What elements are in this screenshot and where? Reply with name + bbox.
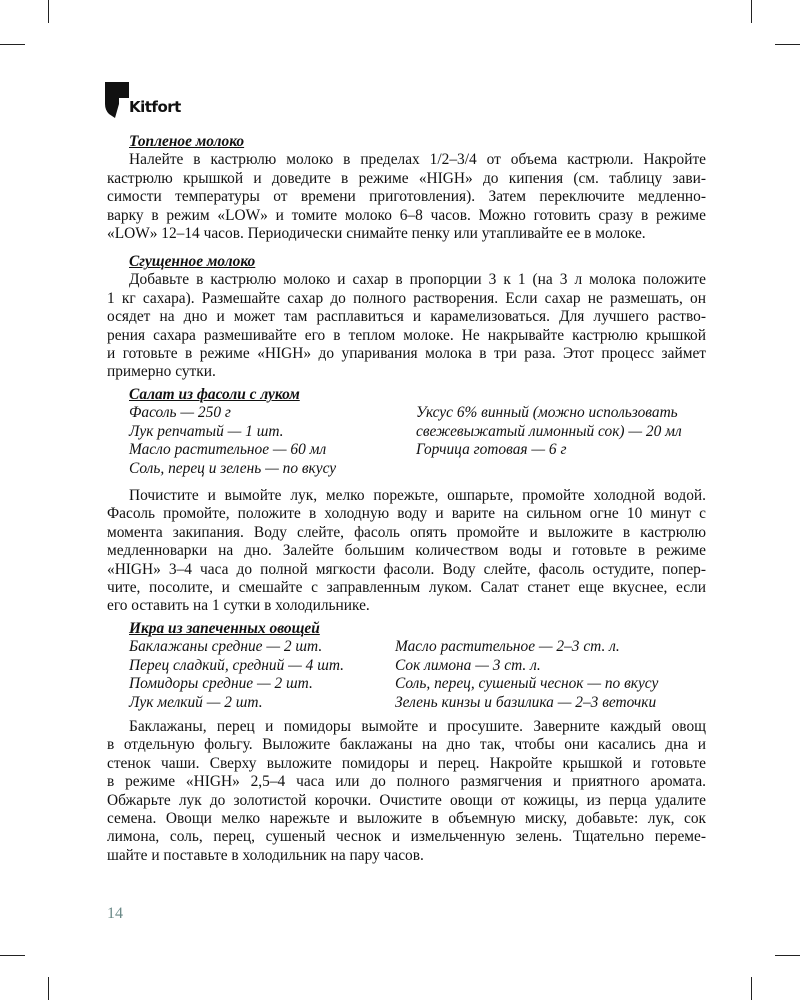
page-number: 14 [107,905,123,922]
text-line: и готовьте в режиме «HIGH» до упаривания молока в три раза. Этот процесс займет [107,345,706,363]
ingredient: Лук мелкий — 2 шт. [129,693,263,711]
text-line: Баклажаны, перец и помидоры вымойте и просушите. Заверните каждый овощ [129,718,706,735]
text-line: его оставить на 1 сутки в холодильнике. [107,597,370,615]
ingredient: Сок лимона — 3 ст. л. [395,656,541,674]
text-line: Добавьте в кастрюлю молоко и сахар в пропорции 3 к 1 (на 3 л молока положите [129,271,706,289]
ingredient: Баклажаны средние — 2 шт. [129,638,323,656]
text-line: чите, посолите, и смешайте с заправленным луком. Салат станет еще вкуснее, если [107,579,706,597]
crop-mark [48,977,49,1000]
text-line: кастрюлю крышкой и доведите в режиме «HIGH» до кипения (см. таблицу зави- [107,169,706,187]
ingredient: Масло растительное — 60 мл [129,441,327,459]
crop-mark [0,955,25,956]
text-line: момента закипания. Воду слейте, фасоль опять промойте и выложите в кастрюлю [107,523,706,541]
text-line: стенок чаши. Сверху выложите помидоры и перец. Накройте крышкой и готовьте [107,754,706,772]
ingredient: Перец сладкий, средний — 4 шт. [129,656,344,674]
text-line: шайте и поставьте в холодильник на пару часов. [107,846,424,864]
recipe-condensed-milk [107,253,706,382]
recipe-title: Салат из фасоли с луком [129,386,300,403]
text-line: «HIGH» 3–4 часа до полной мягкости фасоли. Воду слейте, фасоль остудите, попер- [107,560,706,578]
ingredient: Соль, перец, сушеный чеснок — по вкусу [395,675,659,693]
text-line: Налейте в кастрюлю молоко в пределах 1/2–3/4 от объема кастрюли. Накройте [129,151,706,169]
kitfort-logo [105,82,195,120]
recipe-vegetable-caviar [107,620,706,712]
text-line: в режиме «HIGH» 2,5–4 часа или до полного размягчения и приятного аромата. [107,773,706,791]
recipe-baked-milk [107,133,706,243]
recipe-title: Икра из запеченных овощей [129,620,320,637]
ingredients [107,404,706,478]
text-line: семена. Овощи мелко нарежьте и выложите в объемную миску, добавьте: лук, сок [107,810,706,828]
recipe-title: Сгущенное молоко [129,253,256,270]
text-line: осядет на дно и может там расплавиться и карамелизоваться. Для лучшего раство- [107,308,706,326]
ingredient: Лук репчатый — 1 шт. [129,422,284,440]
ingredient: Масло растительное — 2–3 ст. л. [395,638,620,656]
crop-mark [775,44,800,45]
crop-mark [0,44,25,45]
logo-text: Kitfort [129,98,181,116]
text-line: лимона, соль, перец, сушеный чеснок и измельченную зелень. Тщательно переме- [107,828,706,846]
ingredient: Фасоль — 250 г [129,404,231,422]
ingredient: свежевыжатый лимонный сок) — 20 мл [416,422,682,440]
ingredient: Горчица готовая — 6 г [416,441,567,459]
crop-mark [775,955,800,956]
ingredients [107,638,706,712]
text-line: рения сахара размешивайте его в теплом молоке. Не накрывайте кастрюлю крышкой [107,326,706,344]
kitfort-logo-icon [105,82,129,118]
text-line: медленноварки на дно. Залейте большим количеством воды и готовьте в режиме [107,542,706,560]
text-line: варку в режим «LOW» и томите молоко 6–8 часов. Можно готовить сразу в режиме [107,206,706,224]
text-line: в отдельную фольгу. Выложите баклажаны на дно так, чтобы они касались дна и [107,736,706,754]
ingredient: Соль, перец и зелень — по вкусу [129,459,337,477]
crop-mark [48,0,49,23]
text-line: примерно сутки. [107,363,216,381]
recipe-vegetable-caviar-instructions [107,718,706,865]
ingredient: Зелень кинзы и базилика — 2–3 веточки [395,693,657,711]
recipe-bean-salad-instructions [107,487,706,616]
crop-mark [751,0,752,23]
text-line: симости температуры от времени приготовления). Затем переключите медленно- [107,188,706,206]
recipe-bean-salad [107,386,706,478]
text-line: Почистите и вымойте лук, мелко порежьте, ошпарьте, промойте холодной водой. [129,487,706,504]
text-line: 1 кг сахара). Размешайте сахар до полного растворения. Если сахар не размешать, он [107,289,706,307]
ingredient: Помидоры средние — 2 шт. [129,675,313,693]
text-line: Обжарьте лук до золотистой корочки. Очистите овощи от кожицы, из перца удалите [107,791,706,809]
ingredient: Уксус 6% винный (можно использовать [416,404,678,422]
text-line: Фасоль промойте, положите в холодную воду и варите на сильном огне 10 минут с [107,505,706,523]
recipe-title: Топленое молоко [129,133,245,150]
text-line: «LOW» 12–14 часов. Периодически снимайте пенку или утапливайте ее в молоке. [107,225,646,243]
crop-mark [751,977,752,1000]
